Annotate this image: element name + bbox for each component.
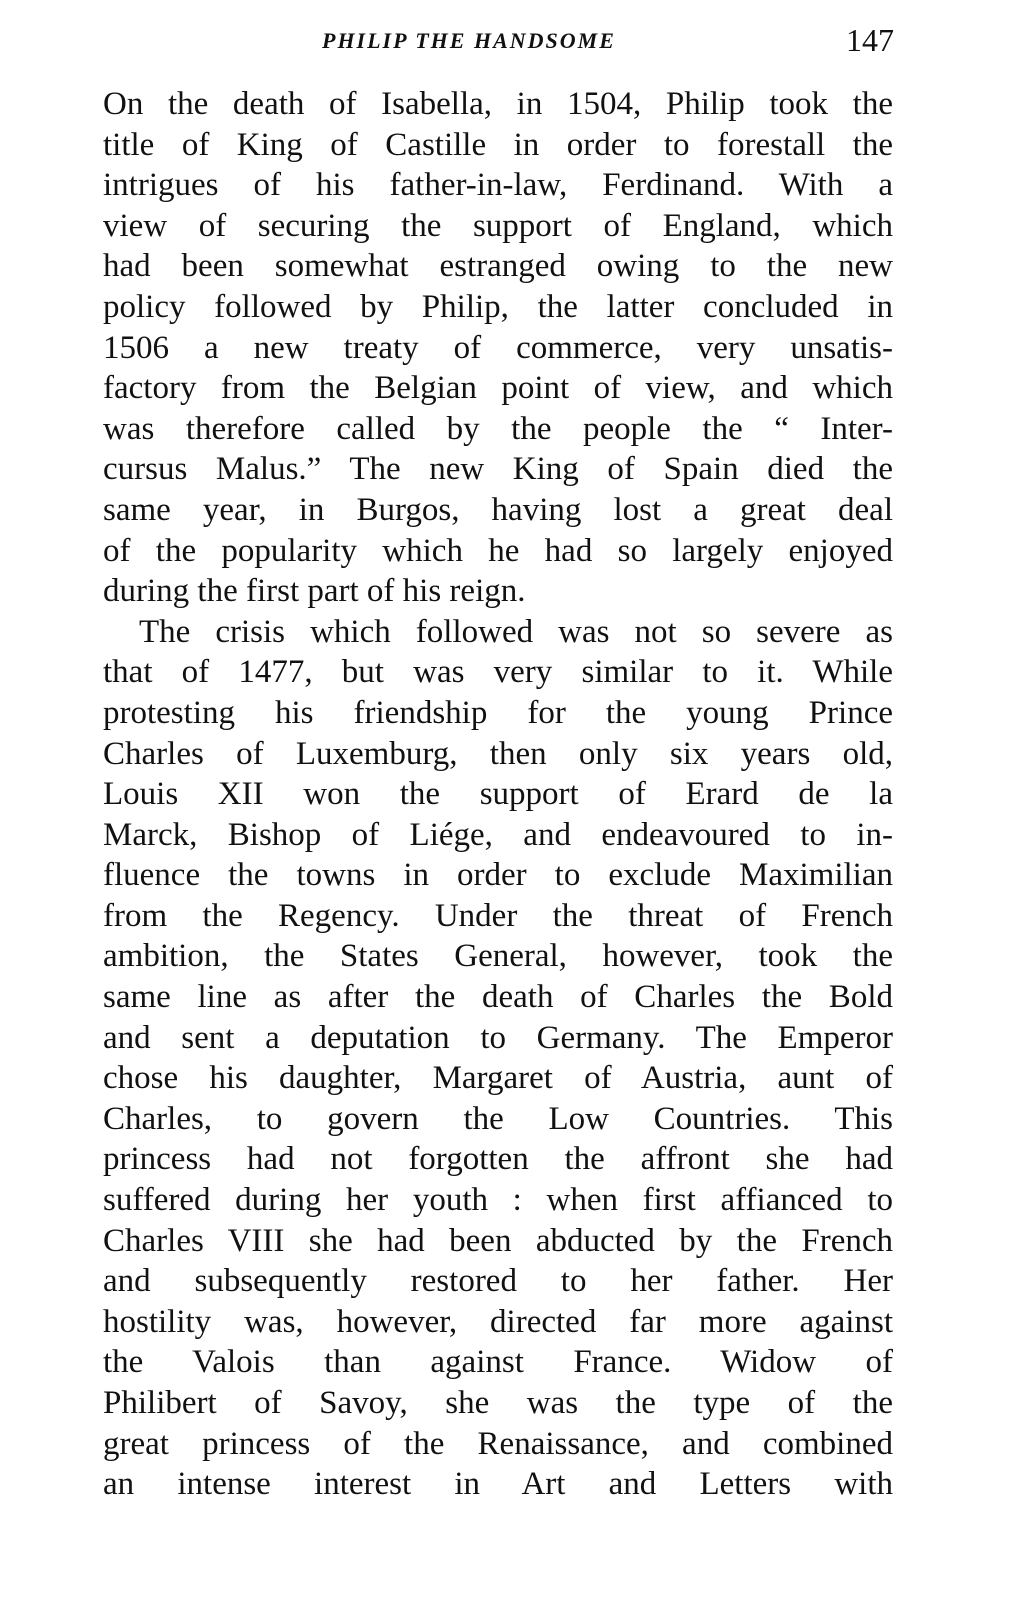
- running-title: PHILIP THE HANDSOME: [322, 28, 616, 53]
- text-line: hostility was, however, directed far more against: [103, 1303, 893, 1340]
- text-line: fluence the towns in order to exclude Maximilian: [103, 857, 893, 894]
- text-line: an intense interest in Art and Letters with: [103, 1466, 893, 1503]
- text-line: protesting his friendship for the young Prince: [103, 694, 893, 731]
- running-head: [102, 22, 902, 62]
- body-text: [103, 84, 893, 1505]
- text-line: Charles, to govern the Low Countries. This: [103, 1100, 893, 1137]
- paragraph-2: [103, 612, 893, 1505]
- text-line: and sent a deputation to Germany. The Emperor: [103, 1019, 893, 1056]
- text-line: Louis XII won the support of Erard de la: [103, 776, 893, 813]
- text-line: that of 1477, but was very similar to it. While: [103, 654, 893, 691]
- text-line: suffered during her youth : when first affianced to: [103, 1182, 893, 1219]
- text-line: cursus Malus.” The new King of Spain died the: [103, 451, 893, 488]
- text-line: Marck, Bishop of Liége, and endeavoured to in-: [103, 816, 893, 853]
- text-line: ambition, the States General, however, took the: [103, 938, 893, 975]
- text-line: the Valois than against France. Widow of: [103, 1344, 893, 1381]
- text-line: princess had not forgotten the affront she had: [103, 1141, 893, 1178]
- text-line: Philibert of Savoy, she was the type of the: [103, 1385, 893, 1421]
- text-line: Charles VIII she had been abducted by the French: [103, 1222, 893, 1259]
- text-line: intrigues of his father-in-law, Ferdinand. With a: [103, 167, 893, 204]
- text-line: On the death of Isabella, in 1504, Philip took the: [103, 86, 893, 122]
- text-line: title of King of Castille in order to forestall the: [103, 126, 893, 163]
- page-number: 147: [846, 22, 894, 58]
- text-line: chose his daughter, Margaret of Austria, aunt of: [103, 1060, 893, 1097]
- text-line: was therefore called by the people the “ Inter-: [103, 410, 893, 447]
- text-line: 1506 a new treaty of commerce, very unsatis-: [103, 329, 893, 366]
- text-line: and subsequently restored to her father. Her: [103, 1263, 893, 1300]
- text-line: The crisis which followed was not so severe as: [139, 613, 893, 650]
- text-line: policy followed by Philip, the latter concluded in: [103, 288, 893, 325]
- text-line: great princess of the Renaissance, and combined: [103, 1425, 893, 1462]
- text-line: view of securing the support of England, which: [103, 207, 893, 244]
- paragraph-1: [103, 84, 893, 612]
- text-line: same year, in Burgos, having lost a great deal: [103, 491, 893, 528]
- text-line: factory from the Belgian point of view, and which: [103, 370, 893, 407]
- text-line: same line as after the death of Charles the Bold: [103, 979, 893, 1016]
- text-line: had been somewhat estranged owing to the new: [103, 248, 893, 285]
- text-line: of the popularity which he had so largely enjoyed: [103, 532, 893, 569]
- text-line: during the first part of his reign.: [103, 573, 526, 610]
- text-line: from the Regency. Under the threat of French: [103, 897, 893, 934]
- text-line: Charles of Luxemburg, then only six years old,: [103, 735, 893, 772]
